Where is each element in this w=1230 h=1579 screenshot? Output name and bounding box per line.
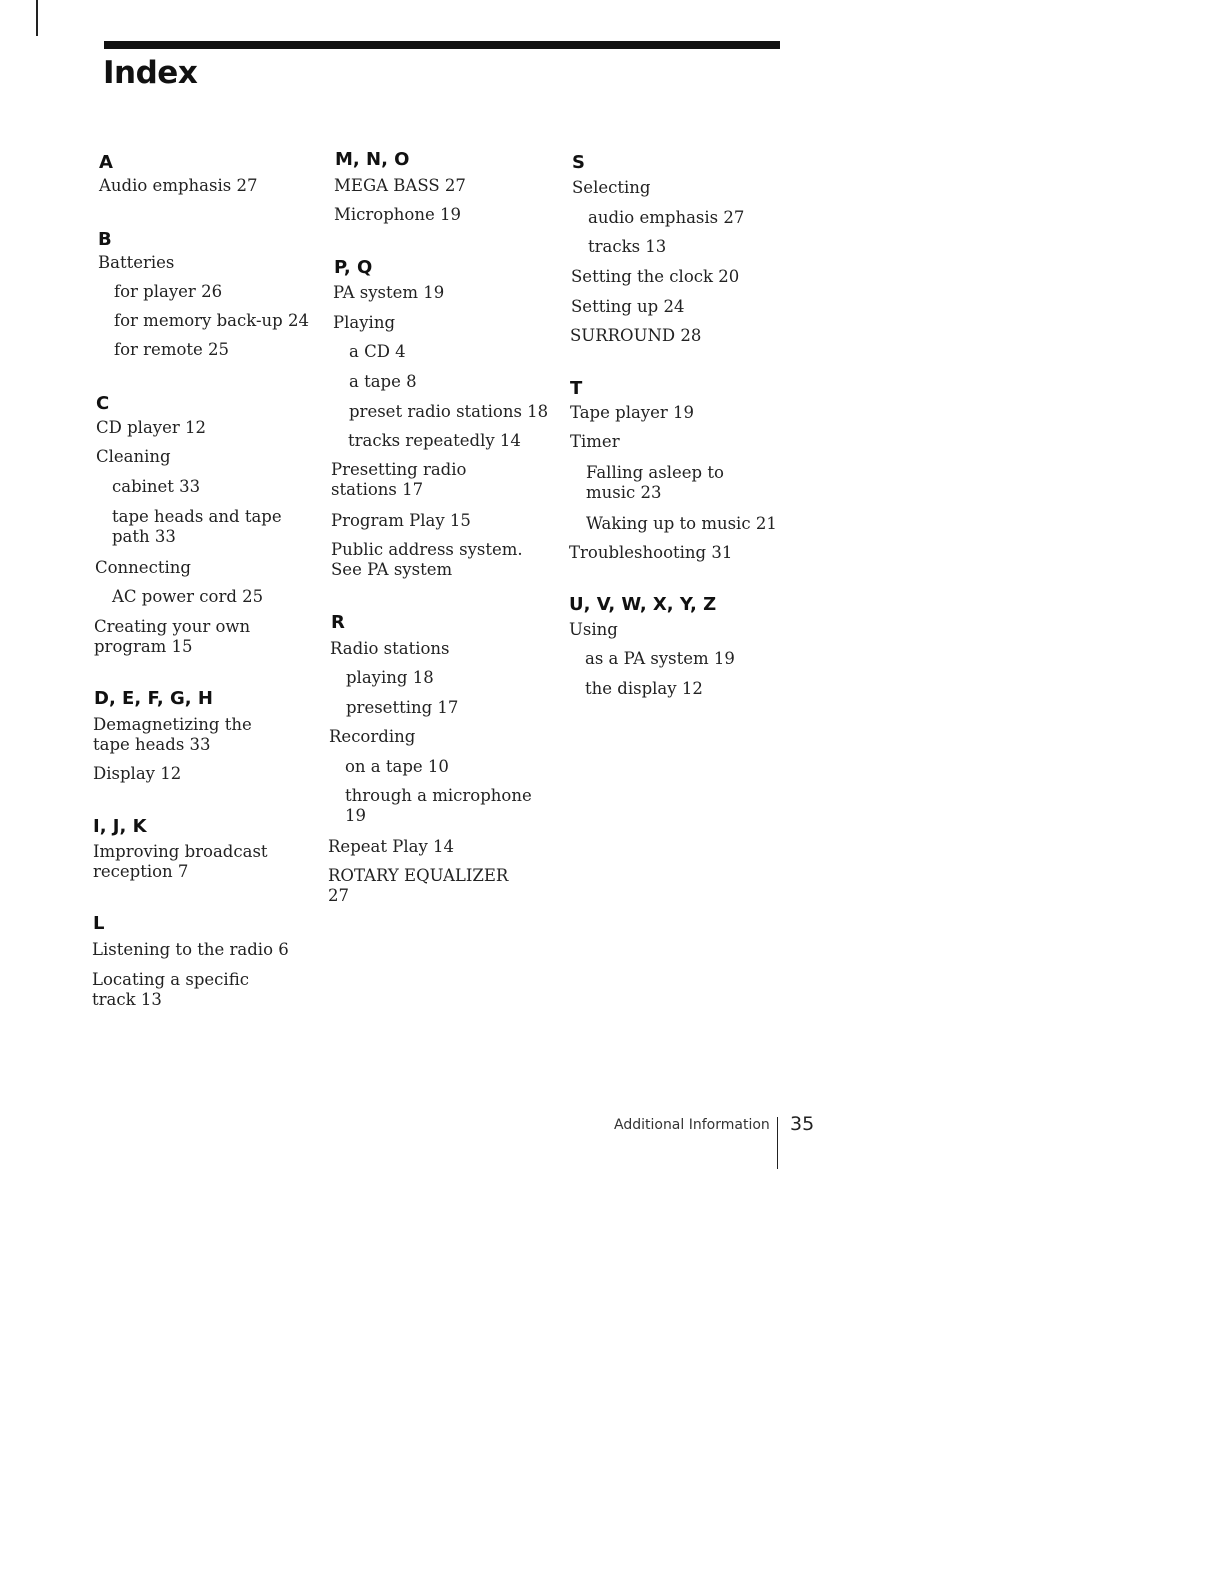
index-entry: Audio emphasis 27 (99, 176, 258, 195)
index-subentry: tracks 13 (588, 237, 667, 256)
header-rule (104, 41, 780, 49)
index-entry: Connecting (95, 558, 191, 577)
index-entry: Cleaning (96, 447, 171, 466)
index-subentry: for player 26 (114, 282, 223, 301)
index-entry: Program Play 15 (331, 511, 471, 530)
index-subentry: Falling asleep to music 23 (586, 463, 724, 502)
index-subentry: Waking up to music 21 (586, 514, 777, 533)
index-entry: Tape player 19 (570, 403, 695, 422)
index-subentry: cabinet 33 (112, 477, 201, 496)
index-entry: Batteries (98, 253, 175, 272)
page-number: 35 (790, 1113, 815, 1135)
index-entry: Locating a specific track 13 (92, 970, 249, 1009)
index-letter: U, V, W, X, Y, Z (569, 594, 717, 615)
index-entry: Using (569, 620, 618, 639)
index-letter: S (572, 152, 585, 173)
index-subentry: tape heads and tape path 33 (112, 507, 282, 546)
index-entry: Improving broadcast reception 7 (93, 842, 268, 881)
index-letter: A (99, 152, 113, 173)
index-entry: Setting the clock 20 (571, 267, 740, 286)
index-entry: Creating your own program 15 (94, 617, 251, 656)
index-subentry: for memory back-up 24 (114, 311, 309, 330)
index-entry: CD player 12 (96, 418, 206, 437)
index-subentry: a tape 8 (349, 372, 417, 391)
index-entry: Setting up 24 (571, 297, 685, 316)
index-subentry: preset radio stations 18 (349, 402, 549, 421)
index-subentry: AC power cord 25 (112, 587, 264, 606)
index-subentry: for remote 25 (114, 340, 230, 359)
index-entry: Selecting (572, 178, 651, 197)
index-entry: PA system 19 (333, 283, 445, 302)
index-subentry: through a microphone 19 (345, 786, 532, 825)
index-entry: Troubleshooting 31 (569, 543, 733, 562)
index-letter: P, Q (334, 257, 373, 278)
index-subentry: playing 18 (346, 668, 434, 687)
index-entry: Microphone 19 (334, 205, 461, 224)
index-entry: Timer (570, 432, 620, 451)
index-subentry: tracks repeatedly 14 (348, 431, 521, 450)
page-title: Index (103, 55, 198, 91)
index-letter: M, N, O (335, 149, 410, 170)
index-subentry: the display 12 (585, 679, 703, 698)
index-entry: Demagnetizing the tape heads 33 (93, 715, 252, 754)
footer-section-label: Additional Information (614, 1117, 770, 1133)
index-entry: Playing (333, 313, 396, 332)
index-subentry: on a tape 10 (345, 757, 449, 776)
index-entry: Repeat Play 14 (328, 837, 455, 856)
index-subentry: audio emphasis 27 (588, 208, 745, 227)
index-letter: I, J, K (93, 816, 147, 837)
index-letter: B (98, 229, 112, 250)
index-subentry: presetting 17 (346, 698, 459, 717)
footer-divider (777, 1117, 778, 1169)
index-entry: Listening to the radio 6 (92, 940, 289, 959)
index-letter: T (570, 378, 583, 399)
index-letter: C (96, 393, 110, 414)
index-subentry: a CD 4 (349, 342, 406, 361)
index-subentry: as a PA system 19 (585, 649, 735, 668)
index-entry: ROTARY EQUALIZER 27 (328, 866, 509, 905)
index-entry: Display 12 (93, 764, 182, 783)
index-letter: R (331, 612, 345, 633)
edge-mark (36, 0, 38, 36)
index-entry: SURROUND 28 (570, 326, 702, 345)
index-entry: Presetting radio stations 17 (331, 460, 467, 499)
index-entry: MEGA BASS 27 (334, 176, 466, 195)
index-letter: L (93, 913, 105, 934)
index-entry: Public address system. See PA system (331, 540, 523, 579)
index-entry: Recording (329, 727, 416, 746)
index-letter: D, E, F, G, H (94, 688, 213, 709)
index-entry: Radio stations (330, 639, 450, 658)
